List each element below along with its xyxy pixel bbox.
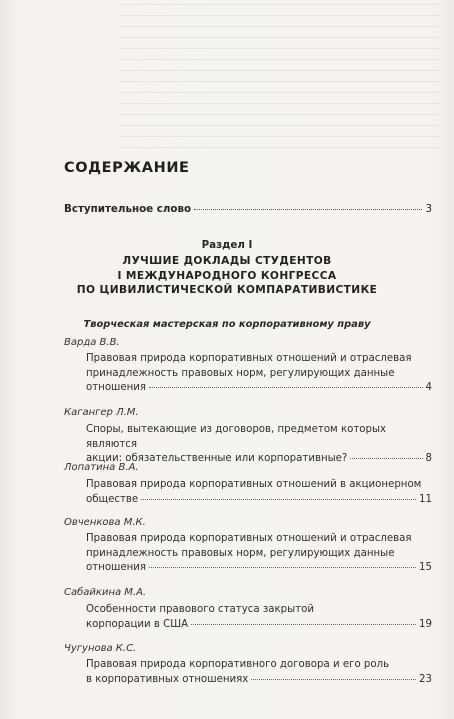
entry-page: 4 (425, 382, 432, 394)
toc-entry[interactable] (86, 658, 432, 687)
toc-entry-intro[interactable] (64, 203, 432, 215)
entry-author: Сабайкина М.А. (64, 587, 147, 598)
entry-title-line: в корпоративных отношениях (86, 673, 249, 685)
entry-title-line: отношения (86, 382, 147, 394)
toc-entry[interactable] (86, 423, 432, 467)
toc-heading: СОДЕРЖАНИЕ (64, 160, 190, 176)
toc-entry[interactable] (86, 478, 432, 507)
entry-page: 23 (419, 673, 432, 685)
entry-last-line (86, 673, 432, 688)
intro-page: 3 (425, 203, 432, 215)
entry-title-line: акции: обязательственные или корпоративные? (86, 453, 348, 465)
toc-entry[interactable] (86, 603, 432, 632)
entry-title-line: принадлежность правовых норм, регулирующих данные (86, 547, 395, 559)
section-title-line: I МЕЖДУНАРОДНОГО КОНГРЕССА (117, 269, 337, 282)
entry-page: 19 (419, 618, 432, 630)
entry-title-line: принадлежность правовых норм, регулирующих данные (86, 367, 395, 379)
leader-dots (350, 458, 422, 459)
entry-title-line: Споры, вытекающие из договоров, предметом которых являются (86, 424, 387, 450)
section-title (0, 254, 454, 298)
entry-title-line: Особенности правового статуса закрытой (86, 604, 314, 615)
entry-page: 11 (419, 493, 432, 505)
entry-title-line: Правовая природа корпоративных отношений и отраслевая (86, 533, 412, 544)
entry-title-line: Правовая природа корпоративных отношений в акционерном (86, 479, 422, 490)
entry-page: 15 (419, 562, 432, 574)
intro-title: Вступительное слово (64, 203, 192, 215)
entry-last-line (86, 493, 432, 508)
entry-title-line: Правовая природа корпоративного договора и его роль (86, 659, 390, 670)
entry-author: Лопатина В.А. (64, 462, 139, 473)
leader-dots (149, 567, 416, 568)
entry-last-line (86, 381, 432, 396)
section-title-line: ПО ЦИВИЛИСТИЧЕСКОЙ КОМПАРАТИВИСТИКЕ (76, 284, 378, 296)
subsection-title: Творческая мастерская по корпоративному праву (83, 319, 371, 330)
entry-page: 8 (425, 453, 432, 465)
show-through-text (120, 4, 440, 154)
entry-last-line (86, 618, 432, 633)
section-label: Раздел I (201, 239, 253, 251)
toc-entry[interactable] (86, 532, 432, 576)
entry-author: Кагангер Л.М. (64, 407, 139, 418)
entry-author: Варда В.В. (64, 337, 120, 348)
leader-dots (149, 387, 422, 388)
entry-title-line: Правовая природа корпоративных отношений и отраслевая (86, 353, 412, 364)
entry-author: Чугунова К.С. (64, 643, 137, 654)
entry-title-line: обществе (86, 493, 139, 505)
entry-author: Овченкова М.К. (64, 517, 146, 528)
entry-title-line: корпорации в США (86, 618, 189, 630)
leader-dots (194, 209, 422, 210)
leader-dots (141, 499, 416, 500)
section-title-line: ЛУЧШИЕ ДОКЛАДЫ СТУДЕНТОВ (122, 255, 332, 267)
toc-entry[interactable] (86, 352, 432, 396)
leader-dots (191, 624, 416, 625)
leader-dots (251, 679, 416, 680)
entry-title-line: отношения (86, 562, 147, 574)
entry-last-line (86, 561, 432, 576)
